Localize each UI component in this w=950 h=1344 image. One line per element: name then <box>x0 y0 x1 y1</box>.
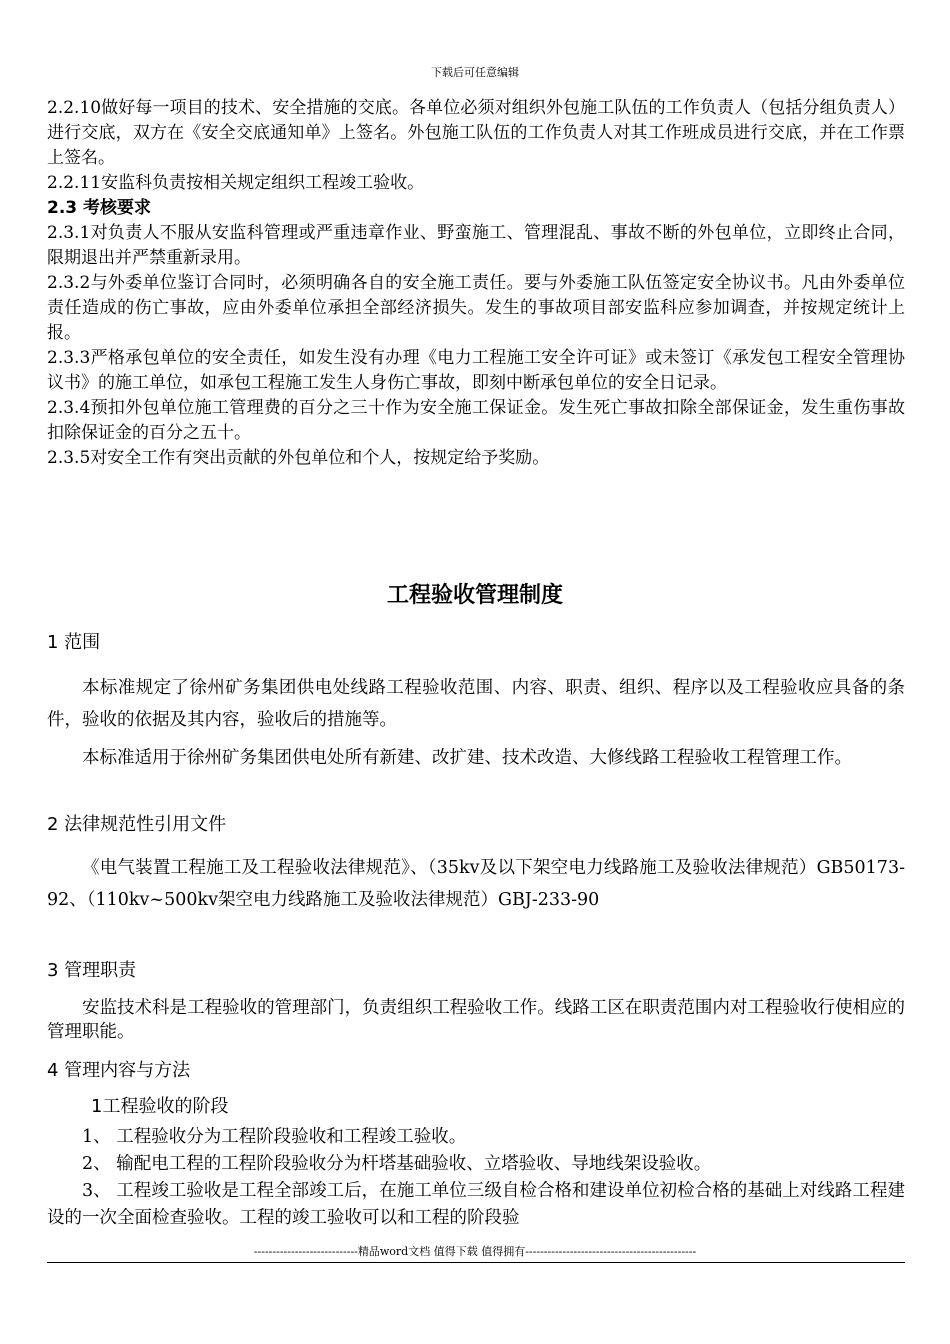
acceptance-stages-list <box>47 1124 905 1232</box>
clause-2-3-3: 2.3.3严格承包单位的安全责任，如发生没有办理《电力工程施工安全许可证》或未签订《承发包工程安全管理协议书》的施工单位，如承包工程施工发生人身伤亡事故，即刻中断承包单位的安全日记录。 <box>47 348 905 393</box>
scope-section <box>47 672 905 774</box>
list-item: 2、 输配电工程的工程阶段验收分为杆塔基础验收、立塔验收、导地线架设验收。 <box>82 1154 712 1174</box>
clause-2-2-11: 2.2.11安监科负责按相关规定组织工程竣工验收。 <box>47 173 425 193</box>
clause-2-3-2: 2.3.2与外委单位鉴订合同时，必须明确各自的安全施工责任。要与外委施工队伍签定安全协议书。凡由外委单位责任造成的伤亡事故，应由外委单位承担全部经济损失。发生的事故项目部安监科应参加调查，并按规定统计上报。 <box>47 273 905 343</box>
list-item: 1、 工程验收分为工程阶段验收和工程竣工验收。 <box>82 1127 467 1147</box>
references-paragraph: 《电气装置工程施工及工程验收法律规范》、（35kv及以下架空电力线路施工及验收法律规范）GB50173-92、（110kv~500kv架空电力线路施工及验收法律规范）GBJ-233-90 <box>47 858 905 910</box>
document-title: 工程验收管理制度 <box>386 583 563 608</box>
heading-scope: 1 范围 <box>47 632 101 653</box>
section-2-2-continued <box>47 96 905 471</box>
clause-2-3-1: 2.3.1对负责人不服从安监科管理或严重违章作业、野蛮施工、管理混乱、事故不断的外包单位，立即终止合同，限期退出并严禁重新录用。 <box>47 223 905 268</box>
heading-2-3: 2.3 考核要求 <box>47 198 152 218</box>
subheading-acceptance-stages: 1工程验收的阶段 <box>91 1096 229 1117</box>
scope-paragraph-2: 本标准适用于徐州矿务集团供电处所有新建、改扩建、技术改造、大修线路工程验收工程管理工作。 <box>82 748 852 768</box>
clause-2-3-5: 2.3.5对安全工作有突出贡献的外包单位和个人，按规定给予奖励。 <box>47 448 550 468</box>
responsibilities-paragraph: 安监技术科是工程验收的管理部门，负责组织工程验收工作。线路工区在职责范围内对工程验收行使相应的管理职能。 <box>47 998 905 1042</box>
heading-responsibilities: 3 管理职责 <box>47 960 137 981</box>
footer-divider <box>47 1262 905 1263</box>
clause-2-2-10: 2.2.10做好每一项目的技术、安全措施的交底。各单位必须对组织外包施工队伍的工作负责人（包括分组负责人）进行交底，双方在《安全交底通知单》上签名。外包施工队伍的工作负责人对其工作班成员进行交底，并在工作票上签名。 <box>47 98 905 168</box>
responsibilities-section <box>47 996 905 1044</box>
page-footer: ----------------------------精品word文档 值得下载 值得拥有---------------------------------------------- <box>253 1245 697 1258</box>
list-item: 3、 工程竣工验收是工程全部竣工后，在施工单位三级自检合格和建设单位初检合格的基础上对线路工程建设的一次全面检查验收。工程的竣工验收可以和工程的阶段验 <box>47 1181 905 1228</box>
heading-management-content: 4 管理内容与方法 <box>47 1060 191 1081</box>
references-section <box>47 852 905 916</box>
scope-paragraph-1: 本标准规定了徐州矿务集团供电处线路工程验收范围、内容、职责、组织、程序以及工程验收应具备的条件，验收的依据及其内容，验收后的措施等。 <box>47 678 905 730</box>
clause-2-3-4: 2.3.4预扣外包单位施工管理费的百分之三十作为安全施工保证金。发生死亡事故扣除全部保证金，发生重伤事故扣除保证金的百分之五十。 <box>47 398 905 443</box>
page-header: 下载后可任意编辑 <box>431 66 519 79</box>
heading-references: 2 法律规范性引用文件 <box>47 814 227 835</box>
